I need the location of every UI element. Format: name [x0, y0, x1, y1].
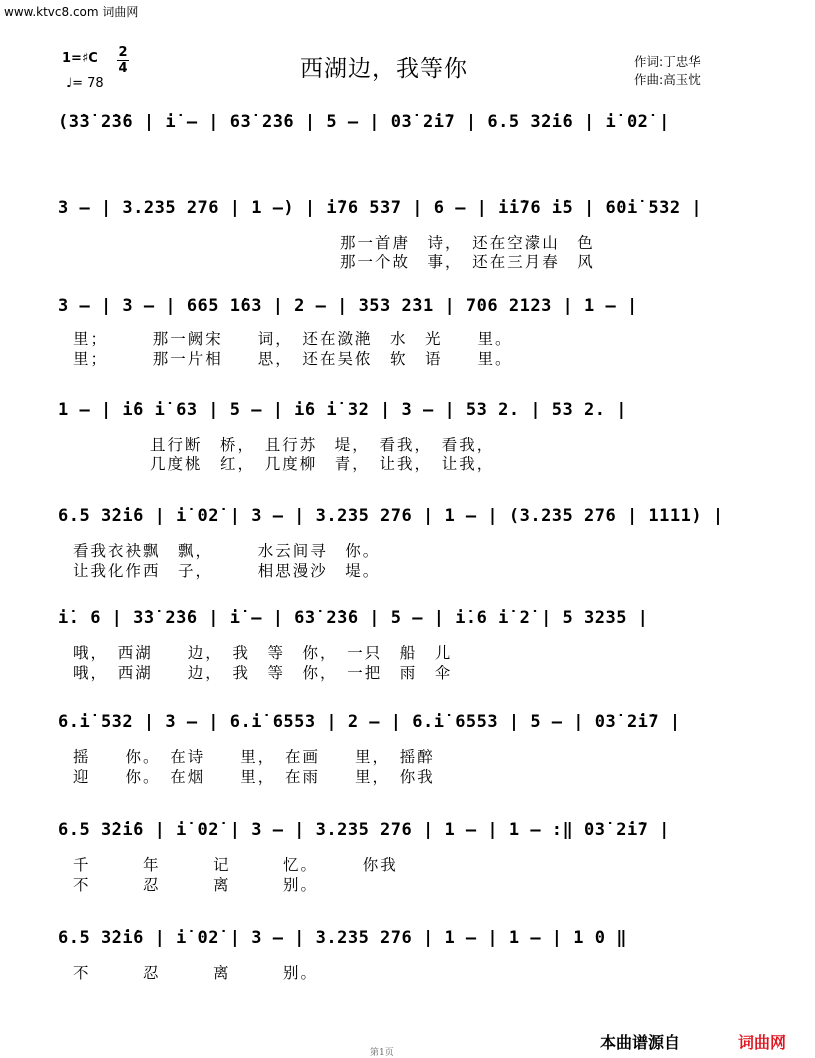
lyric-verse-2: 迎 你。 在烟 里， 在雨 里， 你我 [73, 768, 435, 786]
time-signature [117, 46, 129, 75]
notation-line: 1 – | i̇6 i̇ 63 | 5 – | i̇6 i̇ 32 | 3 – | 53 2. | 53 2. | [58, 400, 627, 420]
notation-line: 3 – | 3.235 276 | 1 –) | i̇76 537 | 6 – | i̇i̇76 i̇5 | 60i̇ 532 | [58, 198, 703, 218]
source-label: 本曲谱源自 [600, 1033, 681, 1052]
tempo-marking: ♩= 78 [66, 76, 104, 91]
score-row-3 [58, 288, 740, 328]
score-row-8 [58, 812, 740, 852]
lyric-verse-1: 那一首唐 诗， 还在空濛山 色 [340, 234, 595, 252]
notation-line: (3̇3̇ 2̇3̇6 | i̇ – | 63̇ 2̇3̇6 | 5 – | 03̇ 2̇i̇7 | 6.5 3̇2̇i̇6 | i̇ 02̇ | [58, 112, 670, 132]
lyric-verse-1: 不 忍 离 别。 [73, 964, 319, 982]
score-row-1 [58, 104, 740, 144]
notation-line: 3 – | 3 – | 665 1̇63 | 2 – | 353 2̇31 | 706 2123 | 1 – | [58, 296, 638, 316]
key-signature: 1=♯C [62, 51, 98, 66]
lyric-verse-2: 让我化作西 子， 相思漫沙 堤。 [73, 562, 381, 580]
time-signature-top: 2 [118, 45, 128, 60]
lyric-verse-2: 里； 那一片相 思， 还在吴侬 软 语 里。 [73, 350, 513, 368]
lyric-verse-2: 那一个故 事， 还在三月春 风 [340, 253, 595, 271]
score-row-4 [58, 392, 740, 432]
lyric-verse-1: 摇 你。 在诗 里， 在画 里， 摇醉 [73, 748, 435, 766]
lyric-verse-1: 且行断 桥， 且行苏 堤， 看我， 看我， [150, 436, 495, 454]
lyric-verse-2: 几度桃 红， 几度柳 青， 让我， 让我， [150, 455, 495, 473]
lyric-verse-2: 不 忍 离 别。 [73, 876, 319, 894]
page-number: 第1页 [370, 1048, 394, 1058]
lyric-verse-1: 千 年 记 忆。 你我 [73, 856, 398, 874]
lyricist-credit: 作词:丁忠华 [634, 54, 701, 69]
lyric-verse-1: 看我衣袂飘 飘， 水云间寻 你。 [73, 542, 381, 560]
song-title: 西湖边，我等你 [300, 56, 468, 82]
composer-credit: 作曲:高玉忱 [634, 72, 701, 87]
notation-line: 6.5 3̇2̇i̇6 | i̇ 02̇ | 3 – | 3.235 276 | 1 – | (3.235 276 | 1111) | [58, 506, 724, 526]
lyric-verse-1: 哦， 西湖 边， 我 等 你， 一只 船 儿 [73, 644, 453, 662]
lyric-verse-1: 里； 那一阙宋 词， 还在潋滟 水 光 里。 [73, 330, 513, 348]
notation-line: i̇. 6 | 3̇3̇ 2̇3̇6 | i̇ – | 63̇ 2̇3̇6 | 5 – | i̇.6 i̇ 2̇ | 5 3235 | [58, 608, 649, 628]
notation-line: 6.i̇ 532 | 3 – | 6.i̇ 6553 | 2 – | 6.i̇ 6553 | 5 – | 03̇ 2̇i̇7 | [58, 712, 681, 732]
score-row-9 [58, 920, 740, 960]
time-signature-bottom: 4 [118, 61, 128, 76]
score-row-6 [58, 600, 740, 640]
lyric-verse-2: 哦， 西湖 边， 我 等 你， 一把 雨 伞 [73, 664, 453, 682]
site-header: www.ktvc8.com 词曲网 [4, 5, 139, 19]
score-row-7 [58, 704, 740, 744]
score-row-2 [58, 190, 740, 230]
score-row-5 [58, 498, 740, 538]
notation-line: 6.5 3̇2̇i̇6 | i̇ 02̇ | 3 – | 3.235 276 | 1 – | 1 – | 1 0 ‖ [58, 928, 627, 948]
source-site-logo: 词曲网 [738, 1033, 787, 1052]
notation-line: 6.5 3̇2̇i̇6 | i̇ 02̇ | 3 – | 3.235 276 | 1 – | 1 – :‖ 03̇ 2̇i̇7 | [58, 820, 670, 840]
